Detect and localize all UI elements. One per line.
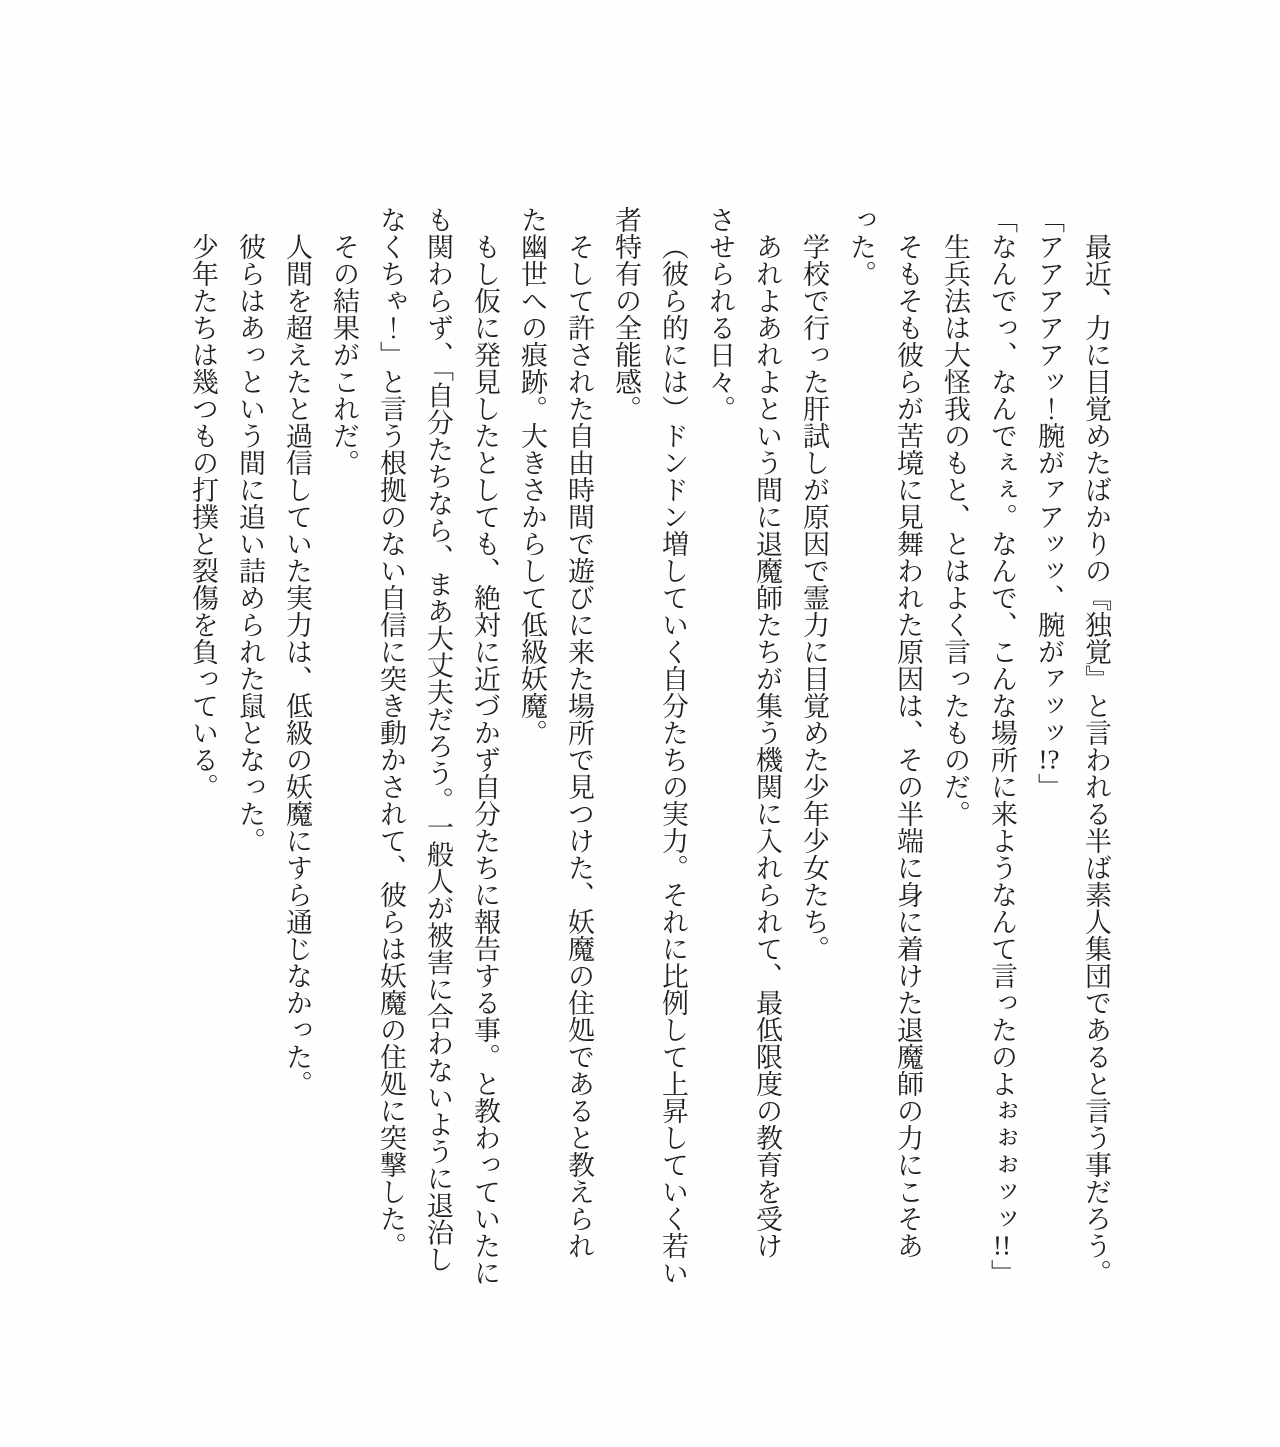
document-text	[179, 206, 1119, 1292]
paragraph	[602, 206, 696, 1292]
paragraph	[696, 206, 790, 1292]
paragraph	[931, 206, 978, 1292]
text-line: 「アアアアアッ！腕がァアッッ、腕がァッッ!?」	[1034, 206, 1064, 800]
text-line: もし仮に発見したとしても、絶対に近づかず自分たちに報告する事。と教わっていたに	[470, 233, 500, 1286]
paragraph	[179, 206, 226, 1292]
tatechuyoko-punctuation: !?	[1038, 746, 1060, 773]
paragraph	[978, 206, 1025, 1292]
text-line: そして許された自由時間で遊びに来た場所で見つけた、妖魔の住処であると教えられ	[564, 233, 594, 1259]
text-line: あれよあれよという間に退魔師たちが集う機関に入れられて、最低限度の教育を受け	[752, 233, 782, 1259]
paragraph	[320, 206, 367, 1292]
text-line: った。	[846, 206, 876, 287]
text-line: 最近、力に目覚めたばかりの『独覚』と言われる半ば素人集団であると言う事だろう。	[1081, 233, 1111, 1286]
text-line: そもそも彼らが苦境に見舞われた原因は、その半端に身に着けた退魔師の力にこそあ	[893, 233, 923, 1259]
paragraph	[1072, 206, 1119, 1292]
paragraph	[226, 206, 273, 1292]
text-line: 彼らはあっという間に追い詰められた鼠となった。	[235, 233, 265, 854]
text-line: 者特有の全能感。	[611, 206, 641, 422]
paragraph	[508, 206, 602, 1292]
text-line: 学校で行った肝試しが原因で霊力に目覚めた少年少女たち。	[799, 233, 829, 962]
text-line: 人間を超えたと過信していた実力は、低級の妖魔にすら通じなかった。	[282, 233, 312, 1097]
text-line: 「なんでっ、なんでぇぇ。なんで、こんな場所に来ようなんて言ったのよぉぉぉッッ!!」	[987, 206, 1017, 1286]
text-line: その結果がこれだ。	[329, 233, 359, 476]
paragraph	[273, 206, 320, 1292]
paragraph	[837, 206, 931, 1292]
text-line: 生兵法は大怪我のもと、とはよく言ったものだ。	[940, 233, 970, 827]
text-line: （彼ら的には）ドンドン増していく自分たちの実力。それに比例して上昇していく若い	[658, 233, 688, 1286]
text-line: なくちゃ！」と言う根拠のない自信に突き動かされて、彼らは妖魔の住処に突撃した。	[376, 206, 406, 1259]
paragraph	[1025, 206, 1072, 1292]
tatechuyoko-punctuation: !!	[993, 1232, 1011, 1259]
text-line: も関わらず、「自分たちなら、まあ大丈夫だろう。一般人が被害に合わないように退治し	[423, 206, 453, 1273]
text-line: させられる日々。	[705, 206, 735, 422]
paragraph	[367, 206, 508, 1292]
paragraph	[790, 206, 837, 1292]
text-line: た幽世への痕跡。大きさからして低級妖魔。	[517, 206, 547, 746]
text-line: 少年たちは幾つもの打撲と裂傷を負っている。	[188, 233, 218, 800]
